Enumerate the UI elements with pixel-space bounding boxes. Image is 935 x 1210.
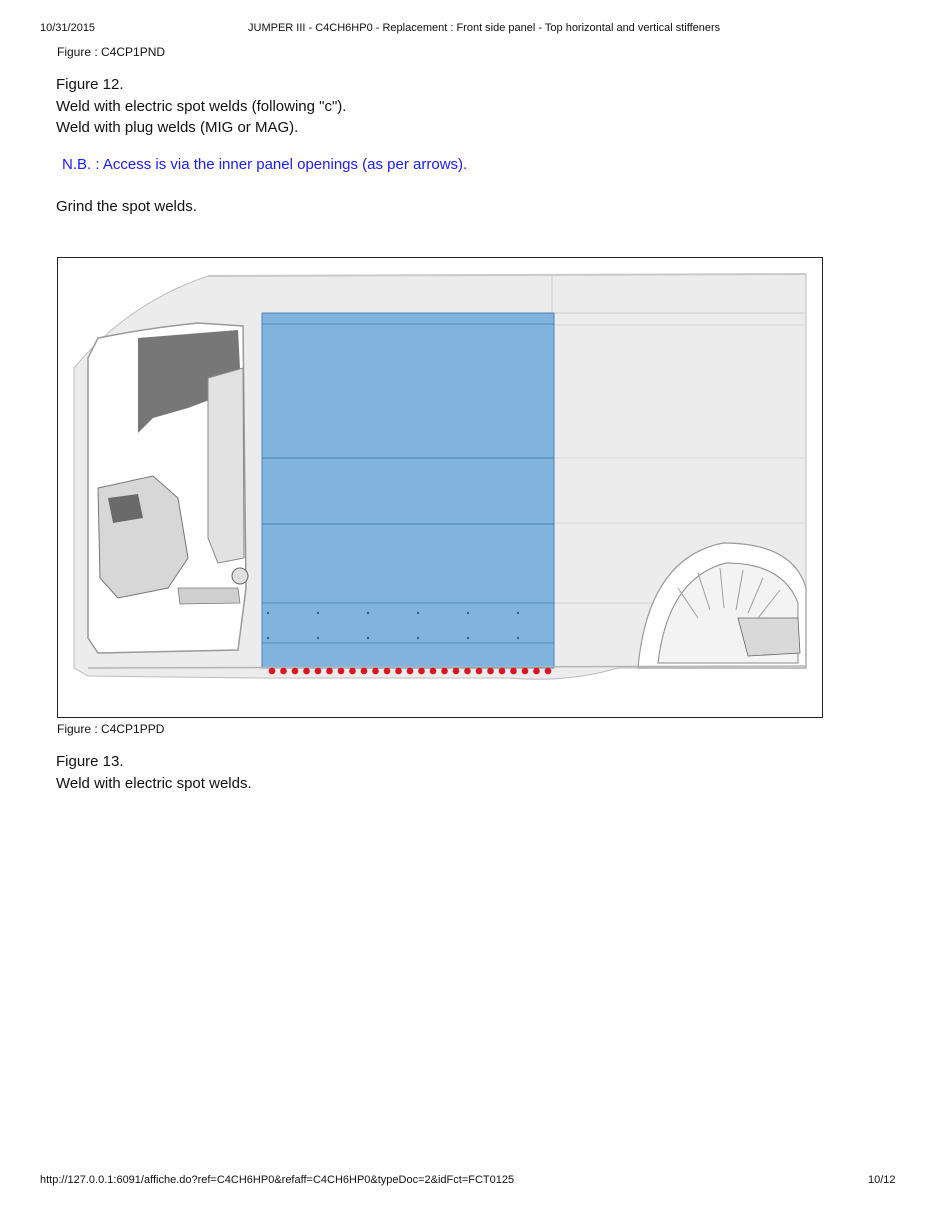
figure-caption-main: Figure : C4CP1PPD — [57, 722, 165, 736]
footer-url: http://127.0.0.1:6091/affiche.do?ref=C4CH6HP0&refaff=C4CH6HP0&typeDoc=2&idFct=FCT0125 — [40, 1174, 515, 1186]
spot-weld — [522, 668, 529, 675]
section-13 — [56, 751, 252, 794]
header-title: JUMPER III - C4CH6HP0 - Replacement : Front side panel - Top horizontal and vertical stiffeners — [248, 22, 721, 34]
nb-note: N.B. : Access is via the inner panel openings (as per arrows). — [62, 156, 468, 173]
spot-weld — [476, 668, 483, 675]
spot-weld — [407, 668, 414, 675]
figure-12-line-2: Weld with plug welds (MIG or MAG). — [56, 119, 299, 136]
footer-page-number: 10/12 — [868, 1174, 896, 1186]
spot-weld — [384, 668, 391, 675]
spot-weld — [533, 668, 540, 675]
figure-13-heading: Figure 13. — [56, 753, 124, 770]
spot-weld — [292, 668, 299, 675]
spot-weld — [487, 668, 494, 675]
spot-weld — [326, 668, 333, 675]
van-side-illustration — [58, 258, 822, 717]
spot-weld — [280, 668, 287, 675]
spot-weld — [418, 668, 425, 675]
spot-weld — [430, 668, 437, 675]
figure-van-side-panel — [57, 257, 823, 718]
spot-weld — [315, 668, 322, 675]
spot-weld — [372, 668, 379, 675]
section-12 — [56, 74, 346, 139]
figure-12-heading: Figure 12. — [56, 76, 124, 93]
header-date: 10/31/2015 — [40, 22, 96, 34]
spot-weld — [464, 668, 471, 675]
spot-weld — [303, 668, 310, 675]
figure-13-line-1: Weld with electric spot welds. — [56, 774, 252, 792]
figure-caption-prev: Figure : C4CP1PND — [57, 45, 166, 59]
spot-weld — [510, 668, 517, 675]
spot-weld — [269, 668, 276, 675]
spot-weld — [441, 668, 448, 675]
spot-weld — [338, 668, 345, 675]
spot-weld — [453, 668, 460, 675]
spot-weld — [349, 668, 356, 675]
spot-weld — [361, 668, 368, 675]
spot-weld — [395, 668, 402, 675]
figure-12-line-1: Weld with electric spot welds (following "c"). — [56, 97, 347, 115]
spot-weld — [499, 668, 506, 675]
spot-weld — [545, 668, 552, 675]
grind-instruction: Grind the spot welds. — [56, 198, 197, 215]
